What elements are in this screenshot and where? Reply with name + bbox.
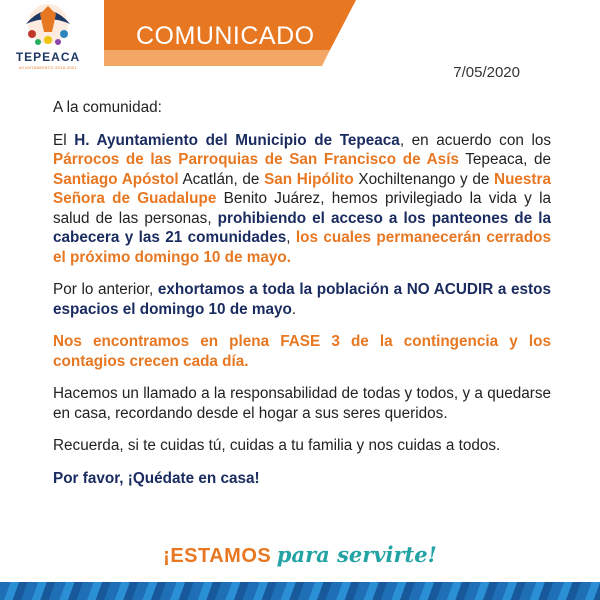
- header: [0, 0, 600, 81]
- tepeaca-logo: [0, 0, 96, 76]
- text: Xochiltenango y de: [353, 170, 495, 188]
- text: .: [291, 300, 297, 318]
- paragraph-5: Recuerda, si te cuidas tú, cuidas a tu familia y nos cuidas a todos.: [53, 437, 501, 454]
- date: 7/05/2020: [453, 64, 520, 81]
- text: , en acuerdo con los: [399, 131, 551, 149]
- highlight-santiago: Santiago Apóstol: [53, 170, 179, 188]
- text: Benito Juárez, hemos privilegiado la vida y la salud de las personas,: [53, 190, 551, 227]
- letter-body: [53, 98, 551, 501]
- text: Por lo anterior,: [53, 281, 158, 298]
- text: El: [53, 131, 75, 149]
- highlight-prohibiendo: prohibiendo el acceso a los panteones de la cabecera y las 21 comunidades: [53, 209, 551, 246]
- slogan: [0, 542, 600, 568]
- banner-title: COMUNICADO: [136, 22, 315, 50]
- highlight-guadalupe: Nuestra Señora de Guadalupe: [53, 170, 551, 207]
- footer-band: [0, 582, 600, 600]
- text: Tepeaca, de: [458, 151, 551, 168]
- paragraph-1: [53, 131, 551, 268]
- paragraph-6: Por favor, ¡Quédate en casa!: [53, 469, 260, 487]
- paragraph-4: Hacemos un llamado a la responsabilidad de todas y todos, y a quedarse en casa, recordando desde el hogar a sus seres queridos.: [53, 385, 551, 422]
- highlight-ayuntamiento: H. Ayuntamiento del Municipio de Tepeaca: [74, 131, 400, 149]
- paragraph-3: Nos encontramos en plena FASE 3 de la contingencia y los contagios crecen cada día.: [53, 333, 551, 370]
- logo-name: TEPEACA: [15, 50, 81, 64]
- highlight-cerrados: los cuales permanecerán cerrados el próximo domingo 10 de mayo.: [53, 229, 552, 266]
- highlight-parrocos: Párrocos de las Parroquias de San Francisco de Asís: [53, 151, 459, 168]
- text: Acatlán, de: [178, 170, 265, 188]
- logo-subtitle: AYUNTAMIENTO 2018-2021: [19, 65, 77, 70]
- slogan-part-2: para servirte!: [276, 542, 437, 567]
- highlight-no-acudir: exhortamos a toda la población a NO ACUDIR a estos espacios el domingo 10 de mayo: [53, 281, 551, 318]
- text: ,: [286, 229, 296, 246]
- greeting: A la comunidad:: [53, 99, 162, 116]
- tepeaca-emblem-icon: [18, 2, 78, 50]
- paragraph-2: [53, 280, 551, 319]
- highlight-san-hipolito: San Hipólito: [264, 170, 354, 188]
- slogan-part-1: ¡ESTAMOS: [163, 545, 272, 567]
